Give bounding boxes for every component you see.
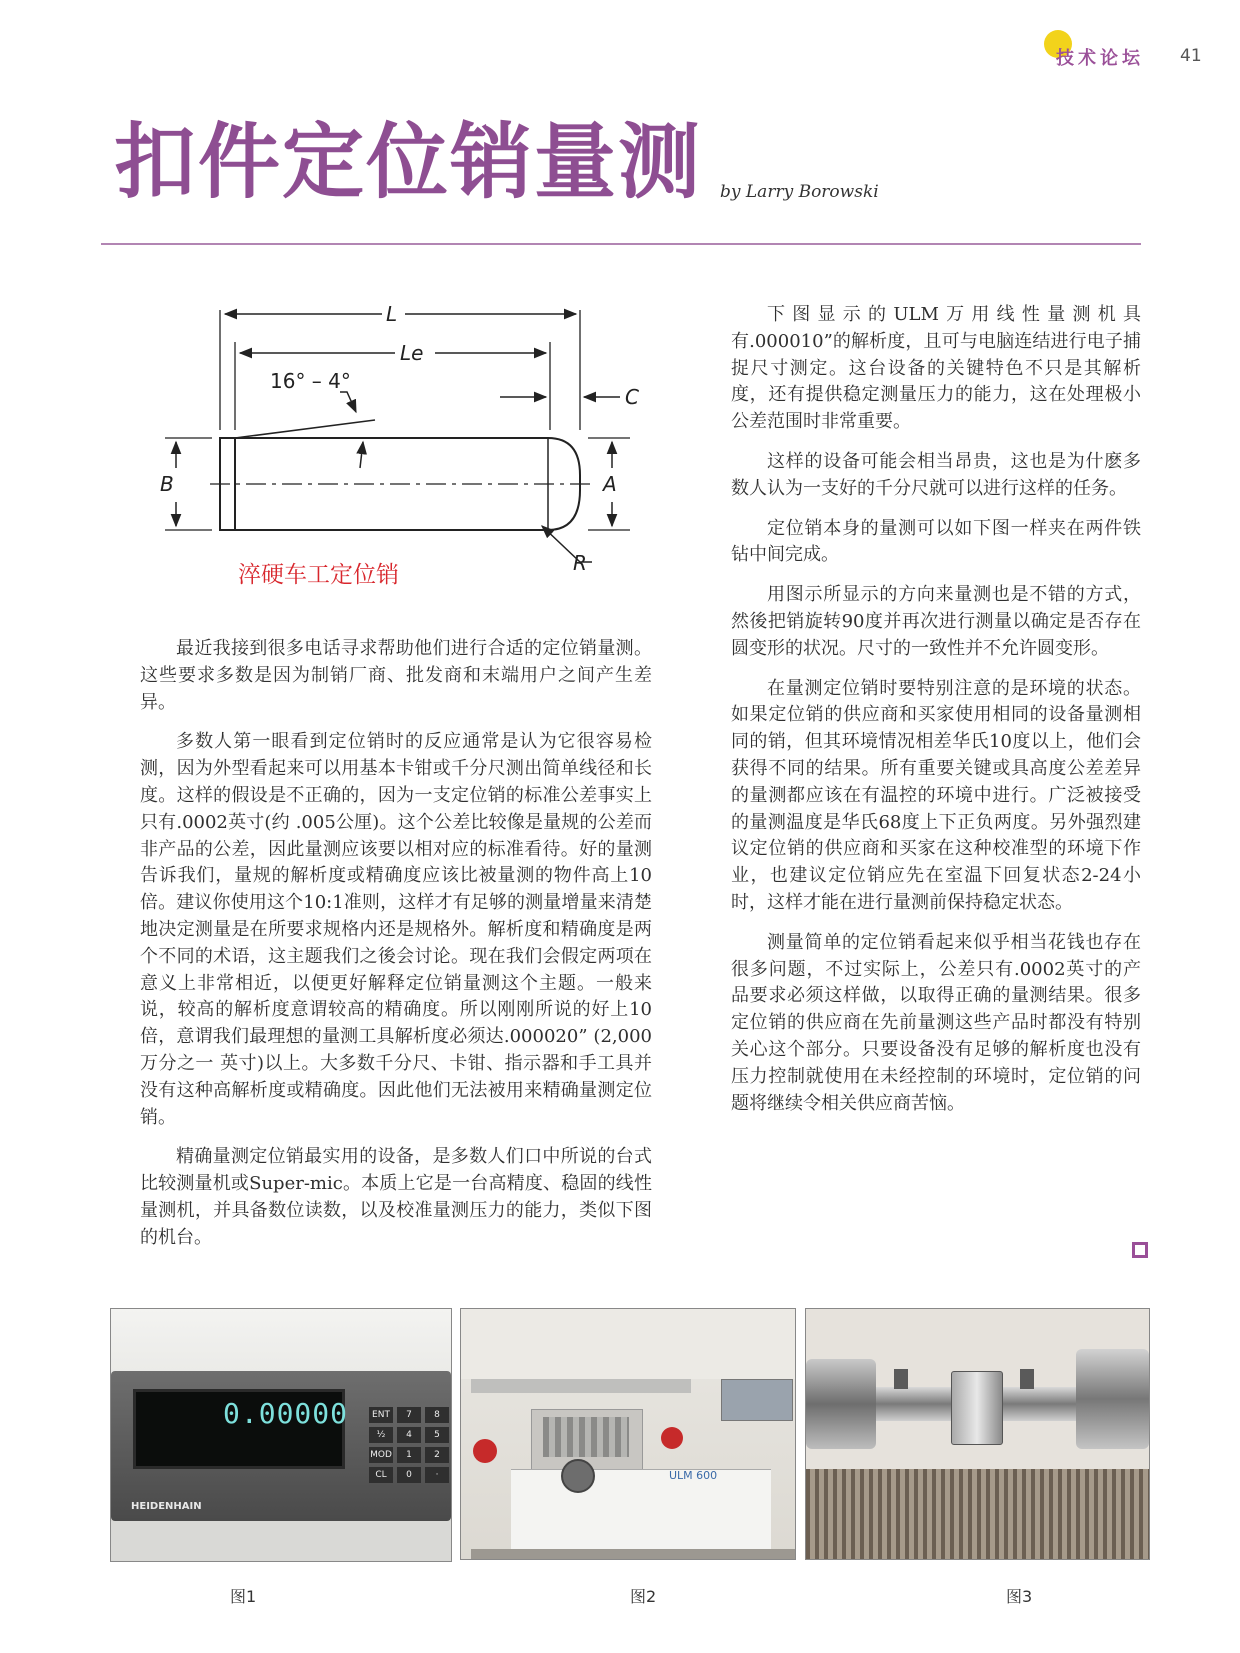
paragraph: 最近我接到很多电话寻求帮助他们进行合适的定位销量测。这些要求多数是因为制销厂商、批发商和末端用户之间产生差异。: [140, 638, 652, 713]
paragraph: 用图示所显示的方向来量测也是不错的方式，然後把销旋转90度并再次进行测量以确定是否存在圆变形的状况。尺寸的一致性并不允许圆变形。: [731, 584, 1141, 659]
keypad-key: 1: [397, 1447, 421, 1463]
angle-label: 16° – 4°: [270, 369, 351, 393]
keypad-key: 2: [425, 1447, 449, 1463]
paragraph: 精确量测定位销最实用的设备，是多数人们口中所说的台式比较测量机或Super-mic。本质上它是一台高精度、稳固的线性量测机，并具备数位读数，以及校准量测压力的能力，类似下图的机台。: [140, 1146, 652, 1248]
readout-keypad: [369, 1407, 449, 1483]
paragraph: 在量测定位销时要特别注意的是环境的状态。如果定位销的供应商和买家使用相同的设备量测相同的销，但其环境情况相差华氏10度以上，他们会获得不同的结果。所有重要关键或具高度公差差异的量测都应该在有温控的环境中进行。广泛被接受的量测温度是华氏68度上下正负两度。另外强烈建议定位销的供应商和买家在这种校准型的环境下作业，也建议定位销应先在室温下回复状态2-24小时，这样才能在进行量测前保持稳定状态。: [731, 677, 1141, 913]
figure-1-caption: 图1: [230, 1587, 257, 1606]
paragraph: 定位销本身的量测可以如下图一样夹在两件铁钻中间完成。: [731, 517, 1141, 566]
keypad-key: 0: [397, 1467, 421, 1483]
paragraph: 测量简单的定位销看起来似乎相当花钱也存在很多问题，不过实际上，公差只有.0002英寸的产品要求必须这样做，以取得正确的量测结果。很多定位销的供应商在先前量测这些产品时都没有特别关心这个部分。只要设备没有足够的解析度也没有压力控制就使用在未经控制的环境时，定位销的问题将继续令相关供应商苦恼。: [731, 931, 1141, 1114]
dim-label-B: B: [160, 472, 174, 496]
title-divider: [101, 243, 1141, 245]
article-byline: by Larry Borowski: [720, 182, 879, 202]
diagram-caption: 淬硬车工定位销: [238, 562, 399, 588]
figure-2-machine-photo: [460, 1308, 796, 1560]
dim-label-Le: Le: [400, 341, 424, 365]
page-number: 41: [1180, 46, 1202, 66]
body-column-left: [140, 636, 652, 1265]
figure-1-readout-photo: [110, 1308, 452, 1562]
paragraph: 多数人第一眼看到定位销时的反应通常是认为它很容易检测，因为外型看起来可以用基本卡钳或千分尺测出简单线径和长度。这样的假设是不正确的，因为一支定位销的标准公差事实上只有.0002英寸(约 .005公厘)。这个公差比较像是量规的公差而非产品的公差，因此量测应该要以相对应的标准看待。好的量测告诉我们，量规的解析度或精确度应该比被量测的物件高上10倍。建议你使用这个10:1准则，这样才有足够的测量增量来清楚地决定测量是在所要求规格内还是规格外。解析度和精确度是两个不同的术语，这主题我们之後会讨论。现在我们会假定两项在意义上非常相近，以便更好解释定位销量测这个主题。一般来说，较高的解析度意谓较高的精确度。所以刚刚所说的好上10倍，意谓我们最理想的量测工具解析度必须达.000020” (2,000万分之一 英寸)以上。大多数千分尺、卡钳、指示器和手工具并没有这种高解析度或精确度。因此他们无法被用来精确量测定位销。: [140, 731, 652, 1128]
readout-display: 0.00000: [223, 1397, 349, 1430]
keypad-key: ENT: [369, 1407, 393, 1423]
section-tag: 技术论坛: [1056, 48, 1144, 69]
keypad-key: MOD: [369, 1447, 393, 1463]
body-column-right: [731, 302, 1141, 1130]
dim-label-A: A: [603, 472, 617, 496]
article-title: 扣件定位销量测: [114, 115, 703, 210]
keypad-key: 7: [397, 1407, 421, 1423]
paragraph: 这样的设备可能会相当昂贵，这也是为什麽多数人认为一支好的千分尺就可以进行这样的任务。: [731, 450, 1141, 499]
keypad-key: 4: [397, 1427, 421, 1443]
figure-2-caption: 图2: [630, 1587, 657, 1606]
figure-3-pin-photo: [805, 1308, 1150, 1560]
dowel-pin-diagram: [150, 290, 650, 590]
keypad-key: 8: [425, 1407, 449, 1423]
dim-label-R: R: [573, 551, 587, 575]
paragraph: 下图显示的ULM万用线性量测机具有.000010”的解析度，且可与电脑连结进行电子捕捉尺寸测定。这台设备的关键特色不只是其解析度，还有提供稳定测量压力的能力，这在处理极小公差范围时非常重要。: [731, 304, 1141, 433]
readout-brand: HEIDENHAIN: [131, 1501, 202, 1512]
keypad-key: ½: [369, 1427, 393, 1443]
figure-3-caption: 图3: [1006, 1587, 1033, 1606]
keypad-key: ·: [425, 1467, 449, 1483]
keypad-key: 5: [425, 1427, 449, 1443]
dim-label-C: C: [625, 385, 639, 409]
machine-model-label: ULM 600: [669, 1469, 718, 1482]
article-end-mark-icon: [1132, 1242, 1148, 1258]
dim-label-L: L: [386, 302, 398, 326]
keypad-key: CL: [369, 1467, 393, 1483]
